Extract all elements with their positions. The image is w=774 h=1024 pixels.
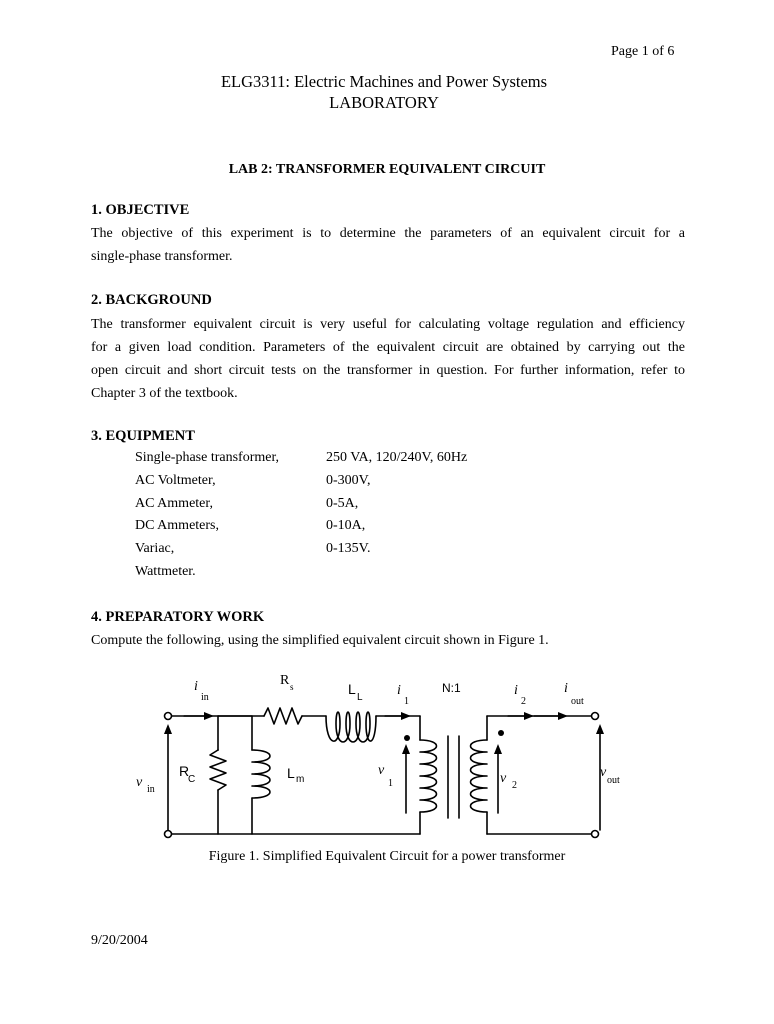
label-lm-sub: m	[296, 774, 305, 785]
laboratory-title: LABORATORY	[329, 93, 439, 112]
label-i2-sub: 2	[521, 696, 526, 707]
preparatory-paragraph	[91, 629, 685, 652]
preparatory-line: Compute the following, using the simplified equivalent circuit shown in Figure 1.	[91, 633, 549, 648]
label-rc: R	[179, 763, 190, 779]
background-line-1: The transformer equivalent circuit is very useful for calculating voltage regulation and efficiency	[91, 317, 685, 332]
label-v-in-sub: in	[147, 784, 155, 795]
background-line-3: open circuit and short circuit tests on the transformer in question. For further information, refer to	[91, 363, 685, 378]
label-ll-sub: L	[357, 692, 363, 703]
label-rc-sub: C	[188, 774, 196, 785]
objective-line-1: The objective of this experiment is to determine the parameters of an equivalent circuit for a	[91, 226, 685, 241]
equipment-name: AC Ammeter,	[135, 496, 213, 511]
page-number: Page 1 of 6	[611, 44, 675, 59]
lab-title: LAB 2: TRANSFORMER EQUIVALENT CIRCUIT	[228, 162, 546, 177]
background-paragraph	[91, 313, 685, 405]
polarity-dot-secondary	[498, 730, 504, 736]
label-i2: i	[514, 683, 518, 698]
label-v2: v	[500, 771, 507, 786]
label-ll: L	[348, 681, 356, 697]
label-i-out-sub: out	[571, 696, 584, 707]
equipment-value: 0-135V.	[326, 541, 371, 556]
equipment-value: 0-300V,	[326, 473, 371, 488]
label-v-out: v	[600, 765, 607, 780]
equipment-value: 0-5A,	[326, 496, 359, 511]
preparatory-heading: 4. PREPARATORY WORK	[91, 609, 265, 625]
label-rs: R	[280, 673, 290, 688]
equipment-name: DC Ammeters,	[135, 518, 219, 533]
label-lm: L	[287, 765, 295, 781]
footer-date: 9/20/2004	[91, 933, 148, 948]
label-i-out: i	[564, 681, 568, 696]
label-i-in-sub: in	[201, 692, 209, 703]
equipment-name: Wattmeter.	[135, 564, 196, 579]
equipment-name: AC Voltmeter,	[135, 473, 216, 488]
label-rs-sub: s	[290, 682, 294, 692]
background-line-2: for a given load condition. Parameters of the equivalent circuit are obtained by carrying out the	[91, 340, 685, 355]
background-heading: 2. BACKGROUND	[91, 292, 212, 308]
equivalent-circuit-diagram	[130, 668, 620, 844]
label-v2-sub: 2	[512, 780, 517, 791]
label-i-in: i	[194, 679, 198, 694]
label-v-in: v	[136, 775, 143, 790]
label-i1-sub: 1	[404, 696, 409, 707]
objective-heading: 1. OBJECTIVE	[91, 202, 190, 218]
label-v-out-sub: out	[607, 775, 620, 786]
polarity-dot-primary	[404, 735, 410, 741]
label-v1: v	[378, 763, 385, 778]
equipment-name: Single-phase transformer,	[135, 450, 280, 465]
label-i1: i	[397, 683, 401, 698]
course-title: ELG3311: Electric Machines and Power Systems	[220, 72, 548, 91]
equipment-heading: 3. EQUIPMENT	[91, 428, 195, 444]
equipment-name: Variac,	[135, 541, 175, 556]
objective-line-2: single-phase transformer.	[91, 249, 233, 264]
label-turns-ratio: N:1	[442, 681, 461, 695]
equipment-value: 0-10A,	[326, 518, 366, 533]
label-v1-sub: 1	[388, 778, 393, 789]
equipment-value: 250 VA, 120/240V, 60Hz	[326, 450, 468, 465]
background-line-4: Chapter 3 of the textbook.	[91, 386, 238, 401]
objective-paragraph	[91, 222, 685, 268]
figure-caption: Figure 1. Simplified Equivalent Circuit for a power transformer	[208, 849, 566, 864]
